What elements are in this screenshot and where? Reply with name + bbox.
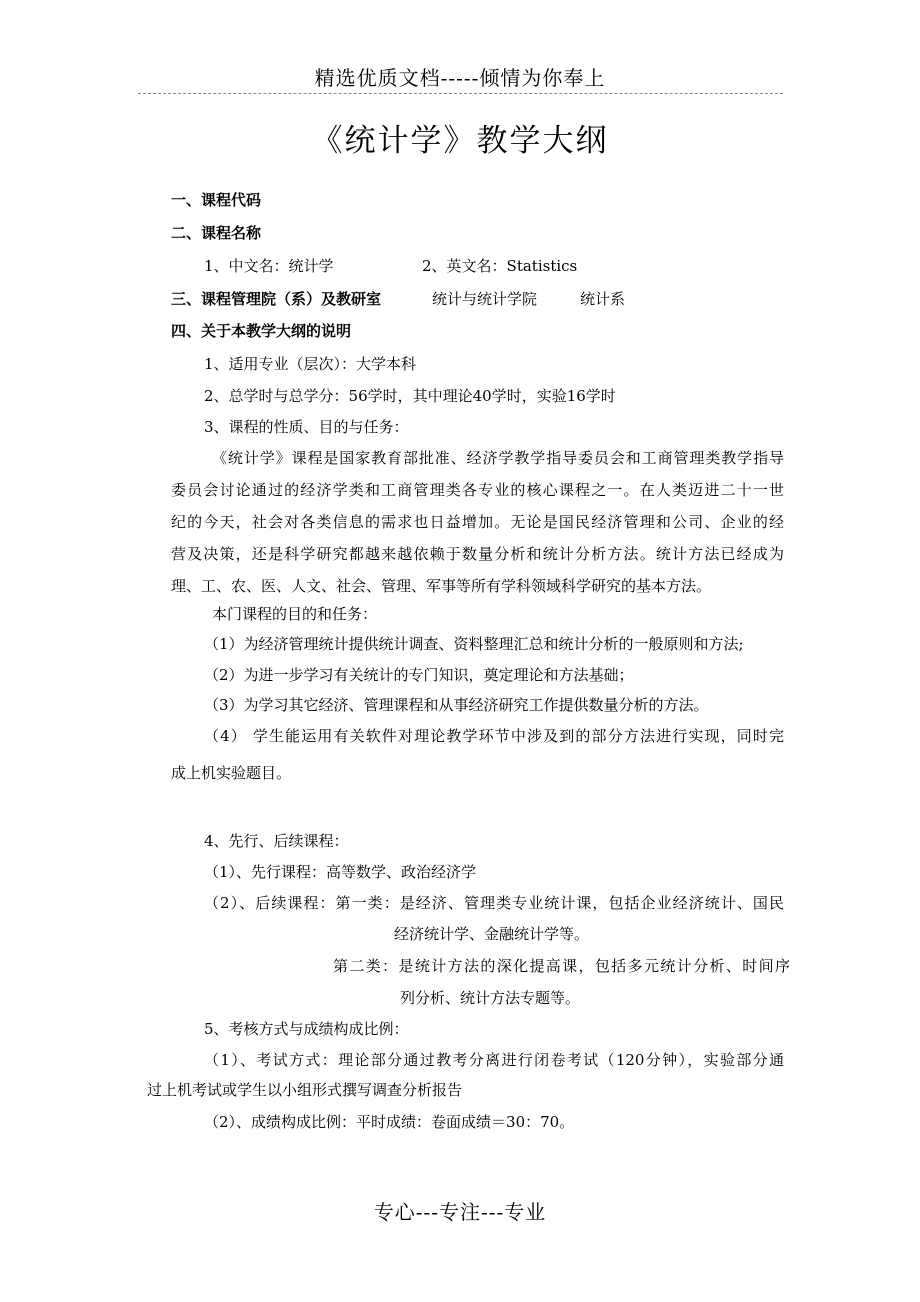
aim-item: （4） 学生能运用有关软件对理论教学环节中涉及到的部分方法进行实现，同时完 [204,727,784,745]
department-name: 统计系 [580,290,626,308]
intro-line: 营及决策，还是科学研究都越来越依赖于数量分析和统计分析方法。统计方法已经成为 [171,545,784,563]
prereq-heading: 4、先行、后续课程： [204,832,349,850]
prerequisite-courses: （1）、先行课程：高等数学、政治经济学 [204,863,477,881]
section-2-heading: 二、课程名称 [171,224,262,242]
intro-line: 《统计学》课程是国家教育部批准、经济学教学指导委员会和工商管理类教学指导 [212,449,784,467]
aim-item-continued: 成上机实验题目。 [171,764,292,782]
grade-ratio: （2）、成绩构成比例：平时成绩：卷面成绩＝30：70。 [204,1113,575,1131]
aim-item: （2）为进一步学习有关统计的专门知识，奠定理论和方法基础； [204,666,634,684]
header-divider [138,93,783,94]
followup-courses: （2）、后续课程：第一类：是经济、管理类专业统计课，包括企业经济统计、国民 [204,894,784,912]
aim-item: （3）为学习其它经济、管理课程和从事经济研究工作提供数量分析的方法。 [204,696,709,714]
aim-item: （1）为经济管理统计提供统计调查、资料整理汇总和统计分析的一般原则和方法; [204,635,744,653]
section-1-heading: 一、课程代码 [171,191,262,209]
english-name: 2、英文名：Statistics [422,257,578,275]
course-nature-heading: 3、课程的性质、目的与任务： [204,418,409,436]
exam-method-continued: 过上机考试或学生以小组形式撰写调查分析报告 [147,1081,463,1099]
section-4-heading: 四、关于本教学大纲的说明 [171,322,352,340]
page-header: 精选优质文档-----倾情为你奉上 [314,66,606,90]
exam-heading: 5、考核方式与成绩构成比例： [204,1020,409,1038]
credit-hours: 2、总学时与总学分：56学时，其中理论40学时，实验16学时 [204,387,616,405]
document-title: 《统计学》教学大纲 [311,123,609,159]
page-footer: 专心---专注---专业 [373,1200,547,1224]
aims-heading: 本门课程的目的和任务： [212,605,378,623]
intro-line: 委员会讨论通过的经济学类和工商管理类各专业的核心课程之一。在人类迈进二十一世 [171,481,784,499]
intro-line: 理、工、农、医、人文、社会、管理、军事等所有学科领域科学研究的基本方法。 [171,577,712,595]
followup-category-2: 第二类：是统计方法的深化提高课，包括多元统计分析、时间序 [333,957,790,975]
followup-category-2-continued: 列分析、统计方法专题等。 [400,989,581,1007]
intro-line: 纪的今天，社会对各类信息的需求也日益增加。无论是国民经济管理和公司、企业的经 [171,513,784,531]
followup-courses-continued: 经济统计学、金融统计学等。 [394,925,590,943]
exam-method: （1）、考试方式：理论部分通过教考分离进行闭卷考试（120分钟），实验部分通 [204,1051,784,1069]
applicable-majors: 1、适用专业（层次）：大学本科 [204,355,417,373]
chinese-name: 1、中文名：统计学 [204,257,334,275]
section-3-heading: 三、课程管理院（系）及教研室 [171,290,382,308]
college-name: 统计与统计学院 [432,290,538,308]
